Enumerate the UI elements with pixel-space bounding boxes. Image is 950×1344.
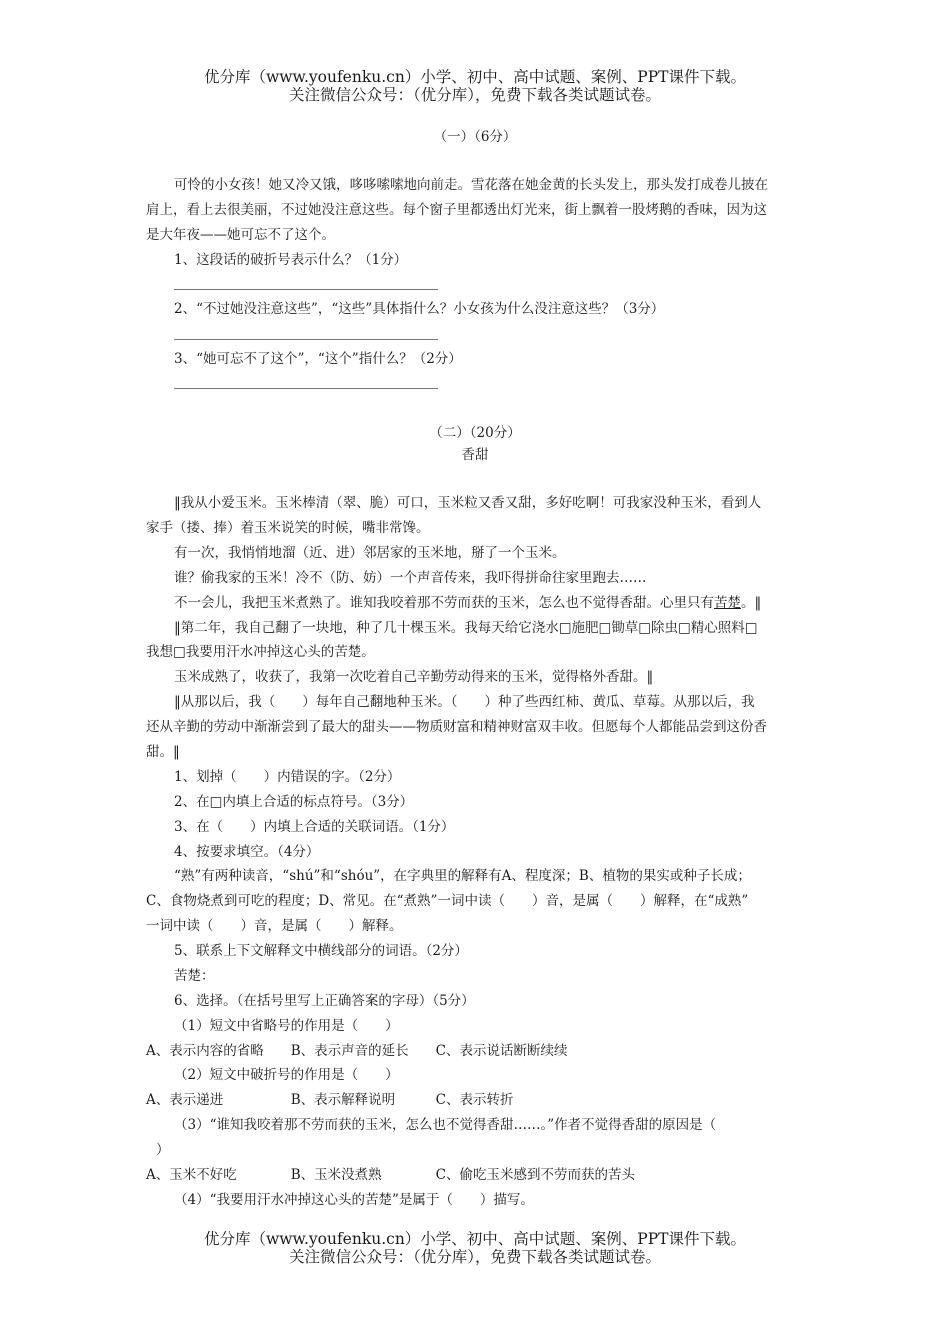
answer-line (174, 388, 438, 389)
header-line-1: 优分库（www.youfenku.cn）小学、初中、高中试题、案例、PPT课件下载。 (203, 68, 747, 86)
section1-question-2: 2、“不过她没注意这些”，“这些”具体指什么？小女孩为什么没注意这些？（3分） (174, 301, 665, 317)
question-6-1-options: A、表示内容的省略 B、表示声音的延长 C、表示说话断断续续 (146, 1043, 568, 1059)
passage-p4-text: 不一会儿，我把玉米煮熟了。谁知我咬着那不劳而获的玉米，怎么也不觉得香甜。心里只有 (174, 595, 714, 611)
question-4-text-line-3: 一词中读（ ）音，是属（ ）解释。 (146, 918, 403, 934)
answer-line (174, 289, 438, 290)
question-6-2-options: A、表示递进 B、表示解释说明 C、表示转折 (146, 1092, 514, 1108)
question-6-3-line-2: ） (156, 1142, 170, 1158)
passage-p1-line-1: ‖我从小爱玉米。玉米棒清（翠、脆）可口，玉米粒又香又甜，多好吃啊！可我家没种玉米，看到人 (174, 495, 762, 511)
question-6-1: （1）短文中省略号的作用是（ ） (174, 1018, 399, 1034)
passage-p6: 玉米成熟了，收获了，我第一次吃着自己辛勤劳动得来的玉米，觉得格外香甜。‖ (174, 669, 654, 685)
passage-p7-line-2: 还从辛勤的劳动中渐渐尝到了最大的甜头——物质财富和精神财富双丰收。但愿每个人都能品尝到这份香 (146, 719, 767, 735)
passage-p3: 谁？偷我家的玉米！冷不（防、妨）一个声音传来，我吓得拼命往家里跑去…… (174, 570, 647, 586)
question-6-2: （2）短文中破折号的作用是（ ） (174, 1067, 399, 1083)
underlined-word: 苦楚 (714, 595, 741, 611)
section2-title: （二）（20分） (429, 425, 521, 441)
question-4-text-line-2: C、食物烧煮到可吃的程度；D、常见。在“煮熟”一词中读（ ）音，是属（ ）解释，在“成熟” (146, 893, 749, 909)
footer-line-2: 关注微信公众号：（优分库），免费下载各类试题试卷。 (288, 1248, 661, 1266)
passage-p5-line-1: ‖第二年，我自己翻了一块地，种了几十棵玉米。我每天给它浇水□施肥□锄草□除虫□精心照料□ (174, 620, 758, 636)
section1-passage-line-2: 肩上，看上去很美丽，不过她没注意这些。每个窗子里都透出灯光来，街上飘着一股烤鹅的香味，因为这 (146, 202, 767, 218)
header-line-2: 关注微信公众号：（优分库），免费下载各类试题试卷。 (288, 86, 661, 104)
page-footer (0, 1230, 950, 1266)
question-6-3-options: A、玉米不好吃 B、玉米没煮熟 C、偷吃玉米感到不劳而获的苦头 (146, 1167, 635, 1183)
question-1: 1、划掉（ ）内错误的字。（2分） (174, 769, 401, 785)
question-5-word: 苦楚： (174, 968, 215, 984)
passage-p7-line-3: 甜。‖ (146, 744, 180, 760)
answer-line (174, 339, 438, 340)
page-header (0, 68, 950, 104)
footer-line-1: 优分库（www.youfenku.cn）小学、初中、高中试题、案例、PPT课件下载。 (203, 1230, 747, 1248)
question-5: 5、联系上下文解释文中横线部分的词语。（2分） (174, 943, 468, 959)
section1-question-3: 3、“她可忘不了这个”，“这个”指什么？（2分） (174, 351, 462, 367)
passage-p4-end: 。‖ (741, 595, 762, 611)
question-4-text-line-1: “熟”有两种读音，“shú”和“shóu”，在字典里的解释有A、程度深；B、植物的果实或种子长成； (174, 868, 751, 884)
passage-title: 香甜 (461, 447, 489, 463)
question-6-4: （4）“我要用汗水冲掉这心头的苦楚”是属于（ ）描写。 (174, 1192, 534, 1208)
section1-title: （一）（6分） (433, 129, 517, 145)
question-6: 6、选择。（在括号里写上正确答案的字母）（5分） (174, 993, 475, 1009)
passage-p1-line-2: 家手（搂、捧）着玉米说笑的时候，嘴非常馋。 (146, 520, 430, 536)
section1-question-1: 1、这段话的破折号表示什么？（1分） (174, 252, 408, 268)
question-2: 2、在□内填上合适的标点符号。（3分） (174, 794, 414, 810)
section1-passage-line-3: 是大年夜——她可忘不了这个。 (146, 227, 335, 243)
passage-p5-line-2: 我想□我要用汗水冲掉这心头的苦楚。 (146, 644, 375, 660)
question-4: 4、按要求填空。（4分） (174, 844, 320, 860)
question-6-3-line-1: （3）“谁知我咬着那不劳而获的玉米，怎么也不觉得香甜……。”作者不觉得香甜的原因是（ (174, 1117, 717, 1133)
passage-p4 (174, 594, 842, 612)
question-3: 3、在（ ）内填上合适的关联词语。（1分） (174, 819, 455, 835)
passage-p2: 有一次，我悄悄地溜（近、进）邻居家的玉米地，掰了一个玉米。 (174, 545, 566, 561)
section1-passage-line-1: 可怜的小女孩！她又冷又饿，哆哆嗦嗦地向前走。雪花落在她金黄的长头发上，那头发打成卷儿披在 (174, 177, 768, 193)
passage-p7-line-1: ‖从那以后，我（ ）每年自己翻地种玉米。（ ）种了些西红柿、黄瓜、草莓。从那以后，我 (174, 694, 755, 710)
